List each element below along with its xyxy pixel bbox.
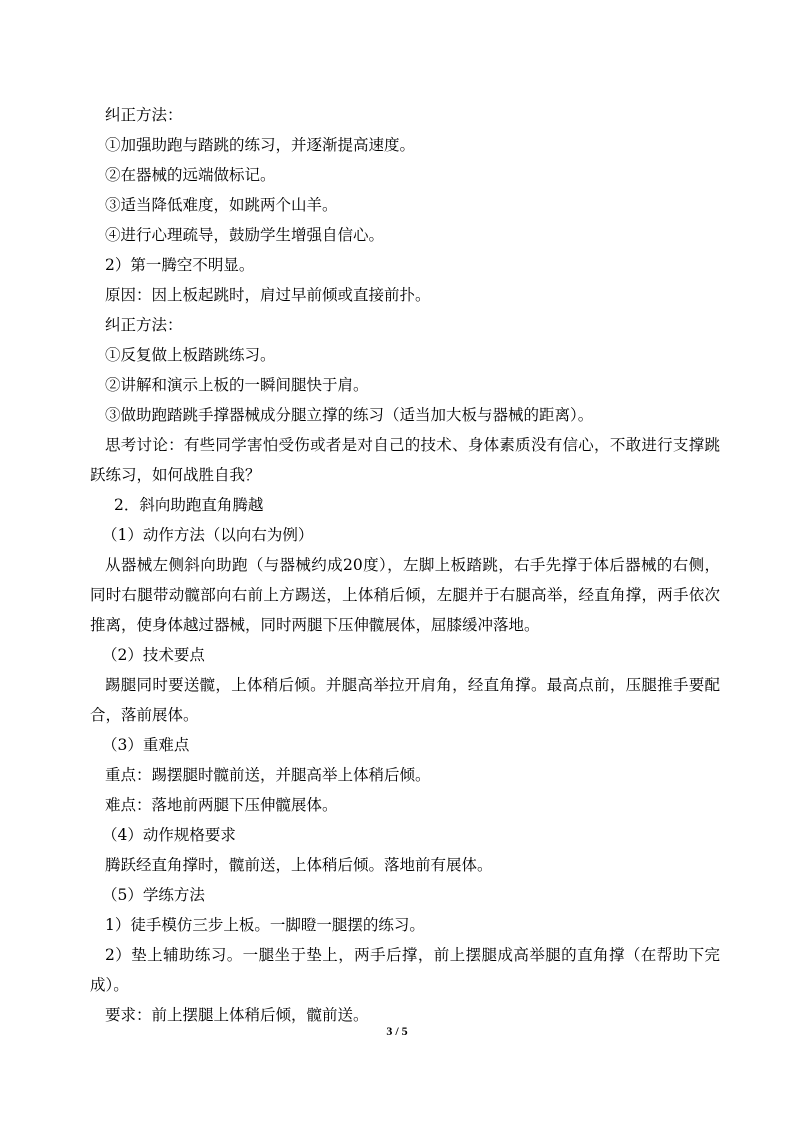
text-line: ④进行心理疏导，鼓励学生增强自信心。 <box>105 226 385 244</box>
text-line: 原因：因上板起跳时，肩过早前倾或直接前扑。 <box>105 286 431 304</box>
text-line: 要求：前上摆腿上体稍后倾，髋前送。 <box>105 1006 369 1024</box>
subheading: （2）技术要点 <box>102 646 205 664</box>
text-line: 纠正方法： <box>105 316 183 334</box>
section-heading: 2．斜向助跑直角腾越 <box>114 496 264 514</box>
subheading: （5）学练方法 <box>102 886 205 904</box>
discussion-paragraph: 思考讨论：有些同学害怕受伤或者是对自己的技术、身体素质没有信心，不敢进行支撑跳跃练习，如何战胜自我？ <box>90 436 720 484</box>
page-content <box>90 100 720 1030</box>
text-line: ①加强助跑与踏跳的练习，并逐渐提高速度。 <box>105 136 416 154</box>
text-line: 腾跃经直角撑时，髋前送，上体稍后倾。落地前有展体。 <box>105 856 493 874</box>
text-line: ③做助跑踏跳手撑器械成分腿立撑的练习（适当加大板与器械的距离）。 <box>105 406 594 424</box>
text-line: 1）徒手模仿三步上板。一脚瞪一腿摆的练习。 <box>105 916 425 934</box>
text-line: ②在器械的远端做标记。 <box>105 166 276 184</box>
body-paragraph: 2）垫上辅助练习。一腿坐于垫上，两手后撑，前上摆腿成高举腿的直角撑（在帮助下完成）。 <box>90 946 720 994</box>
text-line: 重点：踢摆腿时髋前送，并腿高举上体稍后倾。 <box>105 766 431 784</box>
body-paragraph: 踢腿同时要送髋，上体稍后倾。并腿高举拉开肩角，经直角撑。最高点前，压腿推手要配合，落前展体。 <box>90 676 720 724</box>
text-line: 难点：落地前两腿下压伸髋展体。 <box>105 796 338 814</box>
subheading: （1）动作方法（以向右为例） <box>102 526 314 544</box>
page-number: 3 / 5 <box>386 1024 408 1038</box>
text-line: 纠正方法： <box>105 106 183 124</box>
subheading: （3）重难点 <box>102 736 190 754</box>
subheading: （4）动作规格要求 <box>102 826 236 844</box>
body-paragraph: 从器械左侧斜向助跑（与器械约成20度），左脚上板踏跳，右手先撑于体后器械的右侧，同时右腿带动髋部向右前上方踢送，上体稍后倾，左腿并于右腿高举，经直角撑，两手依次推离，使身体越过器械，同时两腿下压伸髋展体，屈膝缓冲落地。 <box>90 556 720 634</box>
text-line: ①反复做上板踏跳练习。 <box>105 346 276 364</box>
text-line: 2）第一腾空不明显。 <box>105 256 255 274</box>
text-line: ②讲解和演示上板的一瞬间腿快于肩。 <box>105 376 369 394</box>
text-line: ③适当降低难度，如跳两个山羊。 <box>105 196 338 214</box>
